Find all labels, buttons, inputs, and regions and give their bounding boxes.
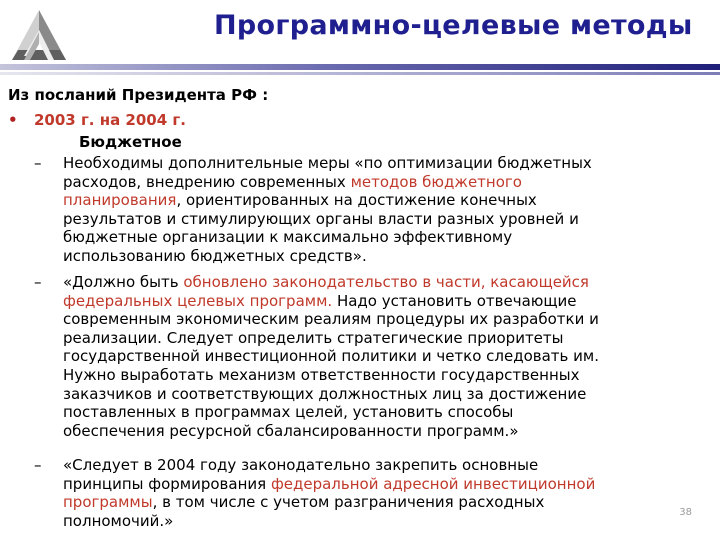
dash-item <box>34 273 704 440</box>
dash-marker: – <box>34 154 42 172</box>
subheading: Бюджетное <box>79 133 182 151</box>
impossible-triangle-logo-icon <box>8 6 70 68</box>
dash-item-text <box>63 273 704 440</box>
text-plain: Необходимы дополнительные меры «по оптимизации бюджетных расходов, внедрению современных <box>63 154 592 191</box>
dash-marker: – <box>34 456 42 474</box>
text-highlight: методов бюджетного планирования <box>63 172 522 210</box>
text-plain: «Должно быть <box>63 273 184 291</box>
dash-marker: – <box>34 273 42 291</box>
year-heading: 2003 г. на 2004 г. <box>34 111 186 129</box>
text-plain: , в том числе с учетом разграничения расходных полномочий.» <box>63 493 545 530</box>
dash-item-text <box>63 154 704 266</box>
bullet-icon: • <box>8 111 18 129</box>
bullet-year <box>8 111 186 130</box>
page-number: 38 <box>679 507 692 518</box>
text-plain: Надо установить отвечающие современным экономическим реалиям процедуры их разработки и реализации. Следует определить стратегические приоритеты государственной инвестиционной политики и четко следовать им. Нужно выработать механизм ответственности государственных заказчиков и соответствующих должностных лиц за достижение поставленных в программах целей, установить способы обеспечения ресурсной сбалансированности программ.» <box>63 291 599 440</box>
text-highlight: обновлено законодательство в части, касающейся федеральных целевых программ. <box>63 273 589 310</box>
dash-item-text <box>63 456 704 530</box>
text-plain: «Следует в 2004 году законодательно закрепить основные принципы формирования <box>63 456 539 493</box>
dash-item <box>34 456 704 530</box>
title-underline-rule <box>0 64 720 80</box>
text-plain: , ориентированных на достижение конечных результатов и стимулирующих органы власти разных уровней и бюджетные организации к максимально эффективному использованию бюджетных средств». <box>63 191 579 265</box>
intro-heading: Из посланий Президента РФ : <box>8 86 269 104</box>
dash-item <box>34 154 704 266</box>
slide-title: Программно-целевые методы <box>214 10 693 41</box>
text-highlight: федеральной адресной инвестиционной программы <box>63 474 596 512</box>
